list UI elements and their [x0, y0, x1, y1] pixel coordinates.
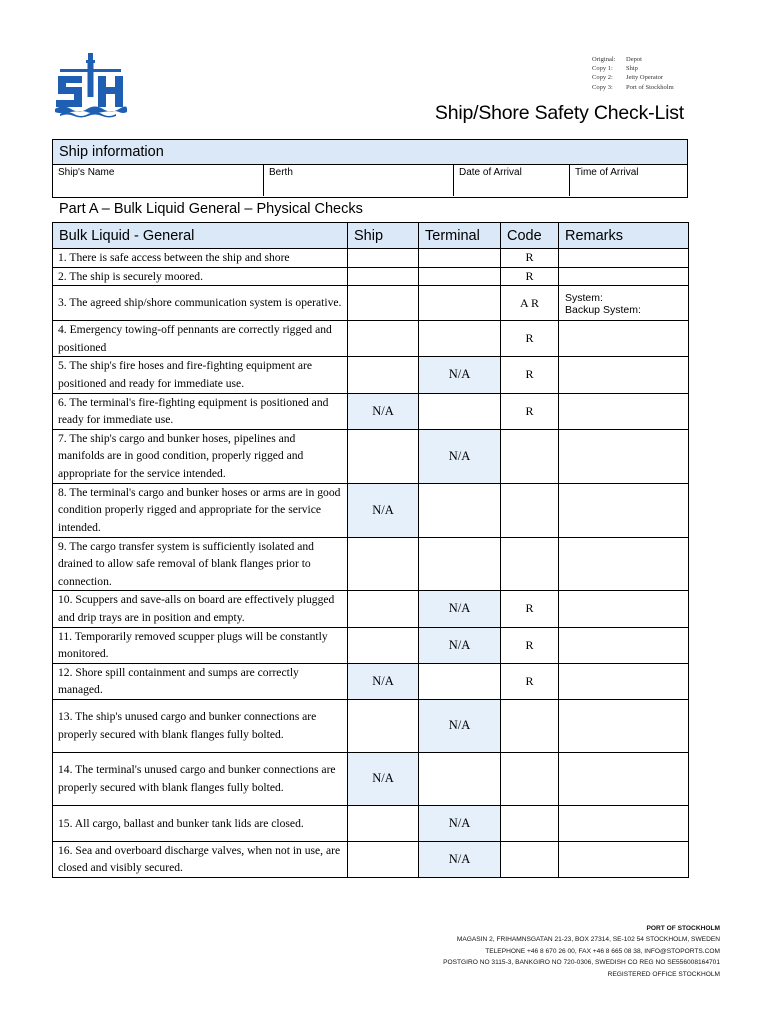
ship-check-cell[interactable]	[348, 429, 419, 483]
ship-information-header: Ship information	[53, 140, 687, 165]
distribution-value: Ship	[626, 65, 638, 73]
remarks-cell[interactable]	[559, 321, 689, 357]
column-header-ship: Ship	[348, 223, 419, 249]
code-cell	[501, 699, 559, 752]
ship-check-cell[interactable]	[348, 805, 419, 841]
check-item-text: 2. The ship is securely moored.	[53, 267, 348, 286]
table-row	[53, 699, 689, 752]
table-header-row	[53, 223, 689, 249]
remarks-cell[interactable]	[559, 699, 689, 752]
remarks-cell[interactable]	[559, 752, 689, 805]
check-item-text: 6. The terminal's fire-fighting equipment is positioned and ready for immediate use.	[53, 393, 348, 429]
code-cell	[501, 752, 559, 805]
ship-information-box	[52, 139, 688, 198]
date-of-arrival-field[interactable]: Date of Arrival	[454, 165, 570, 196]
terminal-check-cell[interactable]	[419, 393, 501, 429]
column-header-remarks: Remarks	[559, 223, 689, 249]
ship-check-cell[interactable]	[348, 321, 419, 357]
distribution-row	[592, 73, 674, 82]
ship-check-cell[interactable]	[348, 537, 419, 591]
ship-check-cell[interactable]: N/A	[348, 752, 419, 805]
code-cell: R	[501, 357, 559, 393]
distribution-row	[592, 55, 674, 64]
terminal-check-cell[interactable]: N/A	[419, 699, 501, 752]
check-item-text: 15. All cargo, ballast and bunker tank lids are closed.	[53, 805, 348, 841]
distribution-value: Jetty Operator	[626, 74, 664, 82]
remarks-cell[interactable]	[559, 429, 689, 483]
code-cell: R	[501, 249, 559, 268]
table-row	[53, 805, 689, 841]
code-cell: A R	[501, 286, 559, 321]
ship-check-cell[interactable]: N/A	[348, 663, 419, 699]
remarks-cell[interactable]	[559, 393, 689, 429]
part-a-title: Part A – Bulk Liquid General – Physical Checks	[59, 201, 363, 217]
code-cell	[501, 805, 559, 841]
code-cell: R	[501, 627, 559, 663]
document-title: Ship/Shore Safety Check-List	[434, 102, 684, 124]
check-item-text: 7. The ship's cargo and bunker hoses, pipelines and manifolds are in good condition, properly rigged and appropriate for the service intended.	[53, 429, 348, 483]
check-item-text: 14. The terminal's unused cargo and bunker connections are properly secured with blank flanges fully bolted.	[53, 752, 348, 805]
remarks-cell[interactable]	[559, 537, 689, 591]
checklist-table	[52, 222, 689, 878]
table-row	[53, 321, 689, 357]
table-row	[53, 841, 689, 877]
time-of-arrival-field[interactable]: Time of Arrival	[575, 167, 639, 178]
ship-check-cell[interactable]	[348, 267, 419, 286]
ship-check-cell[interactable]	[348, 699, 419, 752]
code-cell: R	[501, 267, 559, 286]
code-cell: R	[501, 393, 559, 429]
distribution-row	[592, 83, 674, 92]
remarks-cell[interactable]	[559, 805, 689, 841]
terminal-check-cell[interactable]	[419, 321, 501, 357]
footer-line: TELEPHONE +46 8 670 26 00, FAX +46 8 665 08 38, INFO@STOPORTS.COM	[485, 947, 720, 955]
code-cell: R	[501, 663, 559, 699]
distribution-row	[592, 64, 674, 73]
check-item-text: 12. Shore spill containment and sumps are correctly managed.	[53, 663, 348, 699]
ship-check-cell[interactable]: N/A	[348, 393, 419, 429]
terminal-check-cell[interactable]: N/A	[419, 805, 501, 841]
distribution-label: Original:	[592, 56, 616, 63]
table-row	[53, 393, 689, 429]
terminal-check-cell[interactable]: N/A	[419, 591, 501, 627]
table-row	[53, 752, 689, 805]
footer-line: MAGASIN 2, FRIHAMNSGATAN 21-23, BOX 27314, SE-102 54 STOCKHOLM, SWEDEN	[456, 936, 720, 944]
table-row	[53, 249, 689, 268]
port-logo	[52, 50, 130, 118]
ship-check-cell[interactable]: N/A	[348, 483, 419, 537]
distribution-value: Depot	[626, 56, 642, 63]
remarks-cell[interactable]: System: Backup System:	[559, 286, 689, 321]
code-cell: R	[501, 591, 559, 627]
terminal-check-cell[interactable]: N/A	[419, 357, 501, 393]
code-cell: R	[501, 321, 559, 357]
terminal-check-cell[interactable]: N/A	[419, 627, 501, 663]
column-header-code: Code	[501, 223, 559, 249]
check-item-text: 11. Temporarily removed scupper plugs will be constantly monitored.	[53, 627, 348, 663]
code-cell	[501, 537, 559, 591]
remarks-cell[interactable]	[559, 357, 689, 393]
distribution-value: Port of Stockholm	[626, 83, 674, 91]
column-header-item: Bulk Liquid - General	[53, 223, 348, 249]
column-header-terminal: Terminal	[419, 223, 501, 249]
code-cell	[501, 429, 559, 483]
check-item-text: 9. The cargo transfer system is sufficiently isolated and drained to allow safe removal of blank flanges prior to connection.	[53, 537, 348, 591]
remarks-cell[interactable]	[559, 249, 689, 268]
code-cell	[501, 483, 559, 537]
ship-check-cell[interactable]	[348, 357, 419, 393]
footer-address	[443, 923, 720, 980]
ship-check-cell[interactable]	[348, 591, 419, 627]
terminal-check-cell[interactable]	[419, 537, 501, 591]
terminal-check-cell[interactable]	[419, 663, 501, 699]
remarks-cell[interactable]	[559, 267, 689, 286]
terminal-check-cell[interactable]	[419, 752, 501, 805]
distribution-label: Copy 3:	[592, 83, 613, 91]
table-row	[53, 483, 689, 537]
remarks-cell[interactable]	[559, 627, 689, 663]
check-item-text: 10. Scuppers and save-alls on board are effectively plugged and drip trays are in position and empty.	[53, 591, 348, 627]
footer-line: PORT OF STOCKHOLM	[646, 925, 720, 932]
check-item-text: 8. The terminal's cargo and bunker hoses or arms are in good condition properly rigged and appropriate for the service intended.	[53, 483, 348, 537]
ship-check-cell[interactable]	[348, 627, 419, 663]
terminal-check-cell[interactable]	[419, 286, 501, 321]
port-logo-icon	[52, 50, 130, 118]
distribution-label: Copy 1:	[592, 65, 613, 73]
ship-information-fields	[53, 165, 687, 196]
terminal-check-cell[interactable]: N/A	[419, 429, 501, 483]
terminal-check-cell[interactable]	[419, 267, 501, 286]
distribution-label: Copy 2:	[592, 74, 613, 82]
ship-check-cell[interactable]	[348, 286, 419, 321]
check-item-text: 13. The ship's unused cargo and bunker connections are properly secured with blank flanges fully bolted.	[53, 699, 348, 752]
remarks-cell[interactable]	[559, 483, 689, 537]
table-row	[53, 591, 689, 627]
remarks-cell[interactable]	[559, 591, 689, 627]
check-item-text: 5. The ship's fire hoses and fire-fighting equipment are positioned and ready for immediate use.	[53, 357, 348, 393]
terminal-check-cell[interactable]	[419, 483, 501, 537]
ship-check-cell[interactable]	[348, 841, 419, 877]
terminal-check-cell[interactable]: N/A	[419, 841, 501, 877]
table-row	[53, 627, 689, 663]
table-row	[53, 537, 689, 591]
berth-field[interactable]: Berth	[264, 165, 454, 196]
table-row	[53, 267, 689, 286]
footer-line: POSTGIRO NO 3115-3, BANKGIRO NO 720-0306, SWEDISH CO REG NO SE556008164701	[443, 959, 720, 967]
footer-line: REGISTERED OFFICE STOCKHOLM	[607, 970, 720, 978]
code-cell	[501, 841, 559, 877]
check-item-text: 4. Emergency towing-off pennants are correctly rigged and positioned	[53, 321, 348, 357]
table-row	[53, 357, 689, 393]
terminal-check-cell[interactable]	[419, 249, 501, 268]
check-item-text: 1. There is safe access between the ship and shore	[53, 249, 348, 268]
remarks-cell[interactable]	[559, 841, 689, 877]
distribution-list	[592, 55, 674, 92]
check-item-text: 16. Sea and overboard discharge valves, when not in use, are closed and visibly secured.	[53, 841, 348, 877]
check-item-text: 3. The agreed ship/shore communication system is operative.	[53, 286, 348, 321]
table-row	[53, 429, 689, 483]
ship-check-cell[interactable]	[348, 249, 419, 268]
table-row	[53, 286, 689, 321]
table-row	[53, 663, 689, 699]
ships-name-field[interactable]: Ship's Name	[53, 165, 264, 196]
remarks-cell[interactable]	[559, 663, 689, 699]
